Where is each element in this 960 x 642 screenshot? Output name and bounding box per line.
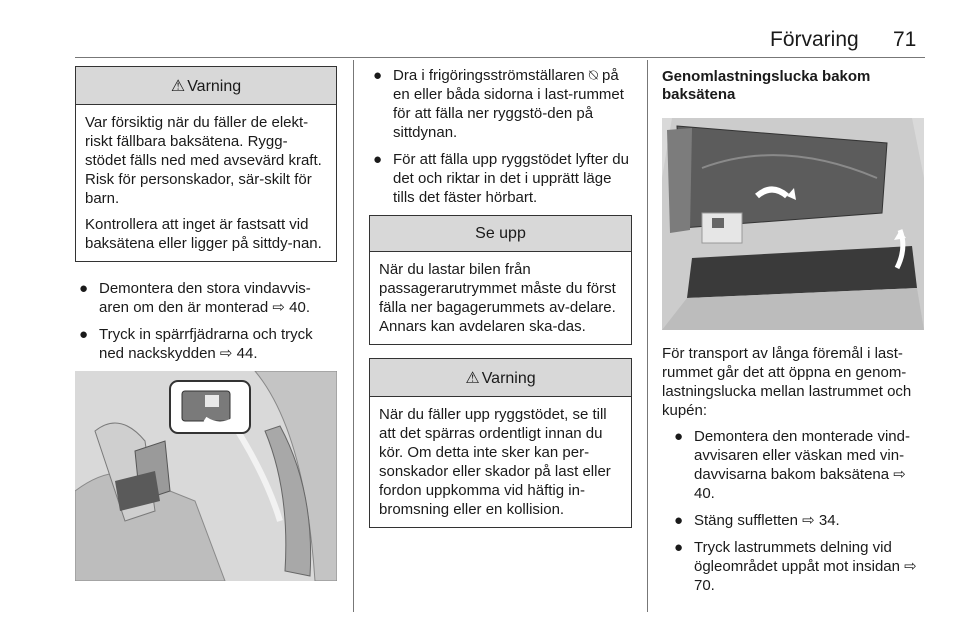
caution-box-title: Se upp <box>475 225 526 242</box>
column-1 <box>75 66 337 581</box>
header-rule <box>75 57 925 58</box>
column-divider-2 <box>647 60 648 612</box>
bullet-list <box>369 66 632 207</box>
pass-through-illustration <box>662 118 924 330</box>
caution-paragraph: När du lastar bilen från passagerarutrymmet måste du först fälla ner bagagerummets av-delare. Annars kan avdelaren ska-das. <box>379 261 616 335</box>
list-item: ● Tryck in spärrfjädrarna och tryck ned nackskydden ⇨ 44. <box>79 326 313 362</box>
bullet-icon: ● <box>674 428 684 445</box>
page-number: 71 <box>893 28 917 51</box>
warning-paragraph: Kontrollera att inget är fastsatt vid baksätena eller ligger på sittdy-nan. <box>85 216 322 252</box>
caution-box-header <box>370 216 631 252</box>
warning-paragraph: När du fäller upp ryggstödet, se till att det spärras ordentligt innan du kör. Om detta inte sker kan per-sonskador eller skador på last eller fordon uppkomma vid häftig in-bromsning eller en kollision. <box>379 406 611 518</box>
page-header <box>0 0 960 60</box>
bullet-icon: ● <box>373 67 383 84</box>
caution-box <box>369 215 632 345</box>
warning-box-title: Varning <box>481 370 536 387</box>
list-item: ● För att fälla upp ryggstödet lyfter du det och riktar in det i upprätt läge tills det fäster hörbart. <box>373 151 629 206</box>
bullet-icon: ● <box>674 512 684 529</box>
warning-box <box>75 66 337 262</box>
warning-box-body <box>76 105 336 261</box>
warning-triangle-icon: ⚠ <box>170 78 186 95</box>
warning-triangle-icon: ⚠ <box>465 370 480 387</box>
bullet-icon: ● <box>79 326 89 343</box>
page-title: Förvaring <box>770 28 859 51</box>
warning-box-title: Varning <box>187 78 242 95</box>
intro-paragraph: För transport av långa föremål i last-rummet går det att öppna en genom-lastningslucka mellan lastrummet och kupén: <box>662 345 912 419</box>
list-item: ● Demontera den monterade vind-avvisaren eller väskan med vin-davvisarna bakom baksätena ⇨ 40. <box>674 428 910 502</box>
bullet-icon: ● <box>674 539 684 556</box>
warning-box-header <box>370 359 631 397</box>
list-item: ● Tryck lastrummets delning vid ögleområdet uppåt mot insidan ⇨ 70. <box>674 539 917 594</box>
warning-box-body <box>370 397 631 527</box>
bullet-icon: ● <box>79 280 89 297</box>
bullet-list <box>75 279 337 363</box>
list-item: ● Stäng suffletten ⇨ 34. <box>674 512 840 529</box>
column-3 <box>662 66 925 603</box>
bullet-list <box>662 427 925 595</box>
list-item: ● Dra i frigöringsströmställaren ⍉ på en eller båda sidorna i last-rummet för att fälla ner ryggstö-den på sittdynan. <box>373 67 624 141</box>
warning-box <box>369 358 632 528</box>
caution-box-body <box>370 252 631 344</box>
list-item: ● Demontera den stora vindavvis-aren om den är monterad ⇨ 40. <box>79 280 311 316</box>
seat-release-illustration <box>75 371 337 581</box>
bullet-icon: ● <box>373 151 383 168</box>
column-2 <box>369 66 632 528</box>
warning-box-header <box>76 67 336 105</box>
column-divider-1 <box>353 60 354 612</box>
section-title: Genomlastningslucka bakom baksätena <box>662 68 871 103</box>
warning-paragraph: Var försiktig när du fäller de elekt-riskt fällbara baksätena. Rygg-stödet fälls ned med avsevärd kraft. Risk för personskador, sär-skilt för barn. <box>85 114 322 207</box>
